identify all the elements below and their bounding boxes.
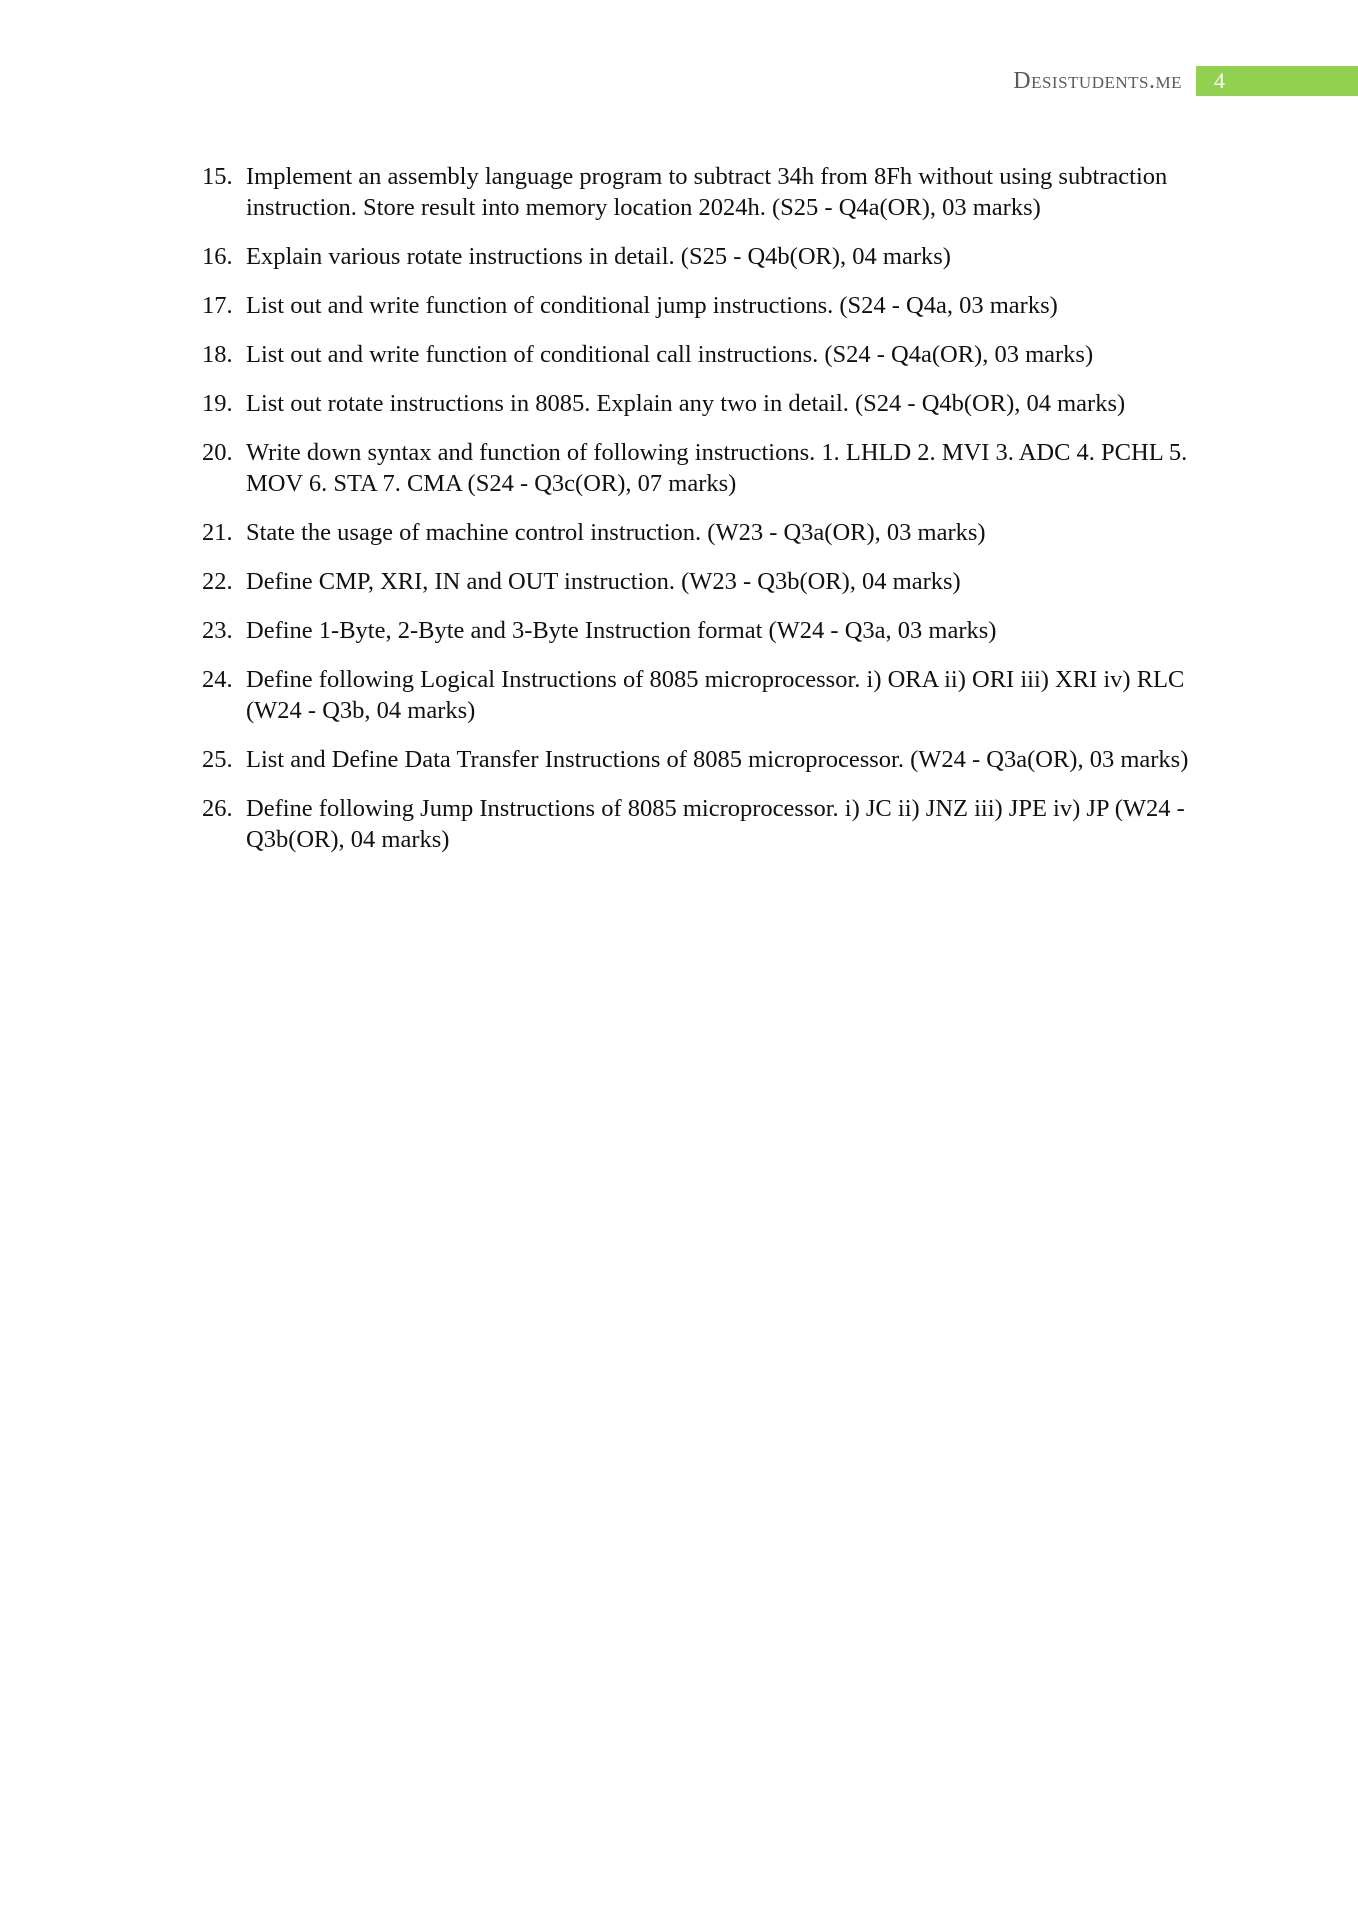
question-number: 19. bbox=[202, 390, 233, 417]
question-item bbox=[202, 437, 1212, 499]
question-text: List out and write function of conditional call instructions. (S24 - Q4a(OR), 03 marks) bbox=[246, 341, 1094, 368]
question-text: Define CMP, XRI, IN and OUT instruction. (W23 - Q3b(OR), 04 marks) bbox=[246, 568, 961, 595]
question-item bbox=[202, 161, 1212, 223]
question-item bbox=[202, 388, 1212, 419]
page-header bbox=[1013, 66, 1358, 96]
question-text: Write down syntax and function of following instructions. 1. LHLD 2. MVI 3. ADC 4. PCHL 5. MOV 6. STA 7. CMA (S24 - Q3c(OR), 07 marks) bbox=[246, 439, 1188, 497]
question-text: List and Define Data Transfer Instructions of 8085 microprocessor. (W24 - Q3a(OR), 03 marks) bbox=[246, 746, 1189, 773]
question-text: Define following Jump Instructions of 8085 microprocessor. i) JC ii) JNZ iii) JPE iv) JP (W24 - Q3b(OR), 04 marks) bbox=[246, 795, 1185, 853]
site-name: Desistudents.me bbox=[1013, 68, 1182, 94]
question-number: 20. bbox=[202, 439, 233, 466]
question-item bbox=[202, 566, 1212, 597]
question-text: State the usage of machine control instruction. (W23 - Q3a(OR), 03 marks) bbox=[246, 519, 986, 546]
question-text: Explain various rotate instructions in detail. (S25 - Q4b(OR), 04 marks) bbox=[246, 243, 951, 270]
question-item bbox=[202, 290, 1212, 321]
question-text: List out rotate instructions in 8085. Explain any two in detail. (S24 - Q4b(OR), 04 marks) bbox=[246, 390, 1126, 417]
question-item bbox=[202, 517, 1212, 548]
question-item bbox=[202, 615, 1212, 646]
question-text: Implement an assembly language program to subtract 34h from 8Fh without using subtraction instruction. Store result into memory location 2024h. (S25 - Q4a(OR), 03 marks) bbox=[246, 163, 1168, 221]
question-item bbox=[202, 241, 1212, 272]
question-number: 16. bbox=[202, 243, 233, 270]
question-number: 24. bbox=[202, 666, 233, 693]
question-number: 23. bbox=[202, 617, 233, 644]
question-number: 17. bbox=[202, 292, 233, 319]
question-item bbox=[202, 339, 1212, 370]
question-item bbox=[202, 664, 1212, 726]
question-number: 22. bbox=[202, 568, 233, 595]
question-number: 21. bbox=[202, 519, 233, 546]
question-number: 26. bbox=[202, 795, 233, 822]
question-text: Define 1-Byte, 2-Byte and 3-Byte Instruction format (W24 - Q3a, 03 marks) bbox=[246, 617, 997, 644]
question-text: List out and write function of conditional jump instructions. (S24 - Q4a, 03 marks) bbox=[246, 292, 1058, 319]
question-item bbox=[202, 793, 1212, 855]
question-item bbox=[202, 744, 1212, 775]
question-list bbox=[202, 161, 1212, 873]
question-text: Define following Logical Instructions of 8085 microprocessor. i) ORA ii) ORI iii) XRI iv) RLC (W24 - Q3b, 04 marks) bbox=[246, 666, 1185, 724]
question-number: 18. bbox=[202, 341, 233, 368]
page-number: 4 bbox=[1196, 66, 1358, 96]
question-number: 25. bbox=[202, 746, 233, 773]
question-number: 15. bbox=[202, 163, 233, 190]
